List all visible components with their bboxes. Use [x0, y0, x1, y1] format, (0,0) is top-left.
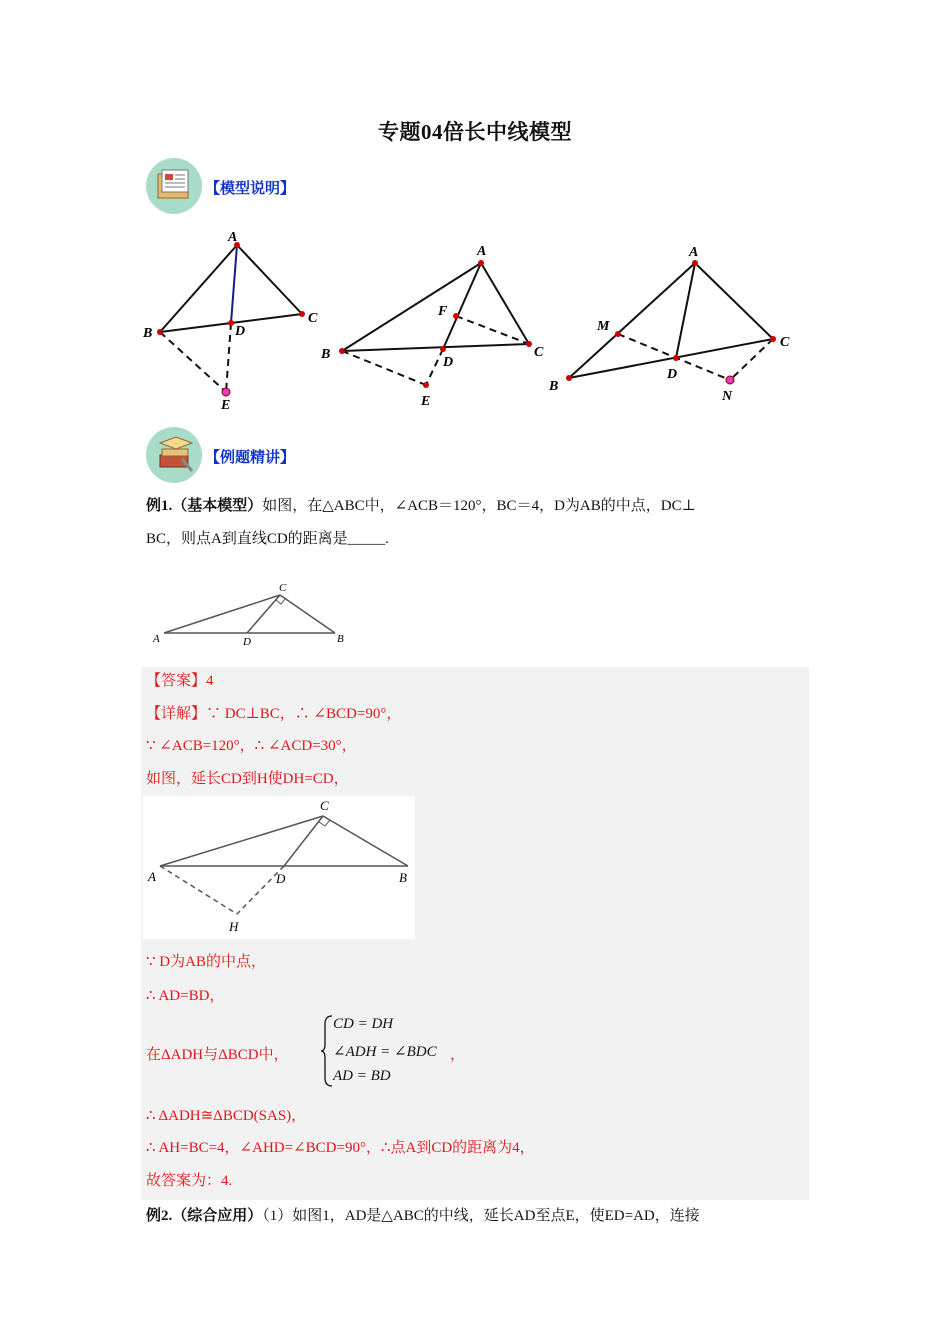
fig1-label-a: A [228, 230, 238, 245]
figure-2 [315, 238, 560, 413]
solution-figure [143, 796, 415, 939]
ex1-label-a: A [153, 633, 160, 645]
example1-label: 例1.（基本模型） [146, 498, 263, 514]
fig3-label-d: D [667, 367, 678, 382]
sol-label-c: C [320, 798, 329, 813]
example2-problem [146, 1204, 700, 1225]
example2-label: 例2.（综合应用） [146, 1208, 263, 1224]
fig2-label-a: A [477, 244, 487, 259]
ex1-label-c: C [279, 582, 287, 594]
solution-detail-6: ∴ ΔADH≅ΔBCD(SAS)， [146, 1108, 307, 1124]
fig2-label-b: B [321, 347, 331, 362]
fig1-label-e: E [221, 398, 231, 413]
sol-label-a: A [148, 869, 156, 884]
solution-detail-2: ∵ ∠ACB=120°，∴ ∠ACD=30°， [146, 738, 357, 754]
system-brace [320, 1014, 334, 1088]
sol-label-h: H [229, 919, 239, 934]
fig3-label-m: M [597, 319, 610, 334]
solution-detail-4: ∵ D为AB的中点， [146, 954, 266, 970]
fig3-label-c: C [780, 335, 790, 350]
ex1-label-b: B [337, 633, 344, 645]
solution-figure-panel [143, 796, 415, 939]
fig2-label-e: E [421, 394, 431, 409]
page-title: 专题04倍长中线模型 [378, 120, 572, 144]
fig3-label-a: A [689, 245, 699, 260]
sol-label-d: D [276, 871, 286, 886]
book-icon [146, 427, 202, 483]
fig1-label-c: C [308, 311, 318, 326]
solution-detail-5: ∴ AD=BD， [146, 988, 225, 1004]
fig2-label-d: D [443, 355, 454, 370]
fig2-label-f: F [438, 304, 448, 319]
solution-detail-3: 如图，延长CD到H使DH=CD， [146, 771, 349, 787]
fig1-label-b: B [143, 326, 153, 341]
system-suffix: ， [450, 1047, 466, 1063]
section-example-label: 【例题精讲】 [205, 448, 296, 466]
example1-text-line2: BC，则点A到直线CD的距离是_____. [146, 531, 389, 547]
fig3-label-b: B [549, 379, 559, 394]
system-eq-3: AD = BD [333, 1068, 391, 1084]
example1-problem [146, 490, 796, 556]
fig3-label-n: N [722, 389, 733, 404]
example1-figure [150, 578, 360, 648]
fig1-label-d: D [235, 324, 246, 339]
solution-detail-7: ∴ AH=BC=4，∠AHD=∠BCD=90°，∴点A到CD的距离为4， [146, 1140, 535, 1156]
fig2-label-c: C [534, 345, 544, 360]
ex1-label-d: D [243, 636, 251, 648]
solution-detail-1: 【详解】∵ DC⊥BC，∴ ∠BCD=90°， [146, 706, 402, 722]
example2-text: （1）如图1，AD是△ABC的中线，延长AD至点E，使ED=AD，连接 [262, 1208, 700, 1224]
figure-1 [140, 225, 340, 415]
example1-text-line1: 如图，在△ABC中，∠ACB＝120°，BC＝4，D为AB的中点，DC⊥ [262, 498, 696, 514]
system-eq-1: CD = DH [333, 1016, 394, 1032]
figure-3 [545, 238, 800, 408]
solution-detail-8: 故答案为：4. [146, 1173, 233, 1189]
document-icon [146, 158, 202, 214]
solution-answer: 【答案】4 [146, 673, 214, 689]
system-prefix: 在ΔADH与ΔBCD中， [146, 1047, 289, 1063]
section-model-label: 【模型说明】 [205, 179, 296, 197]
system-eq-2: ∠ADH = ∠BDC [333, 1044, 437, 1060]
sol-label-b: B [399, 870, 407, 885]
